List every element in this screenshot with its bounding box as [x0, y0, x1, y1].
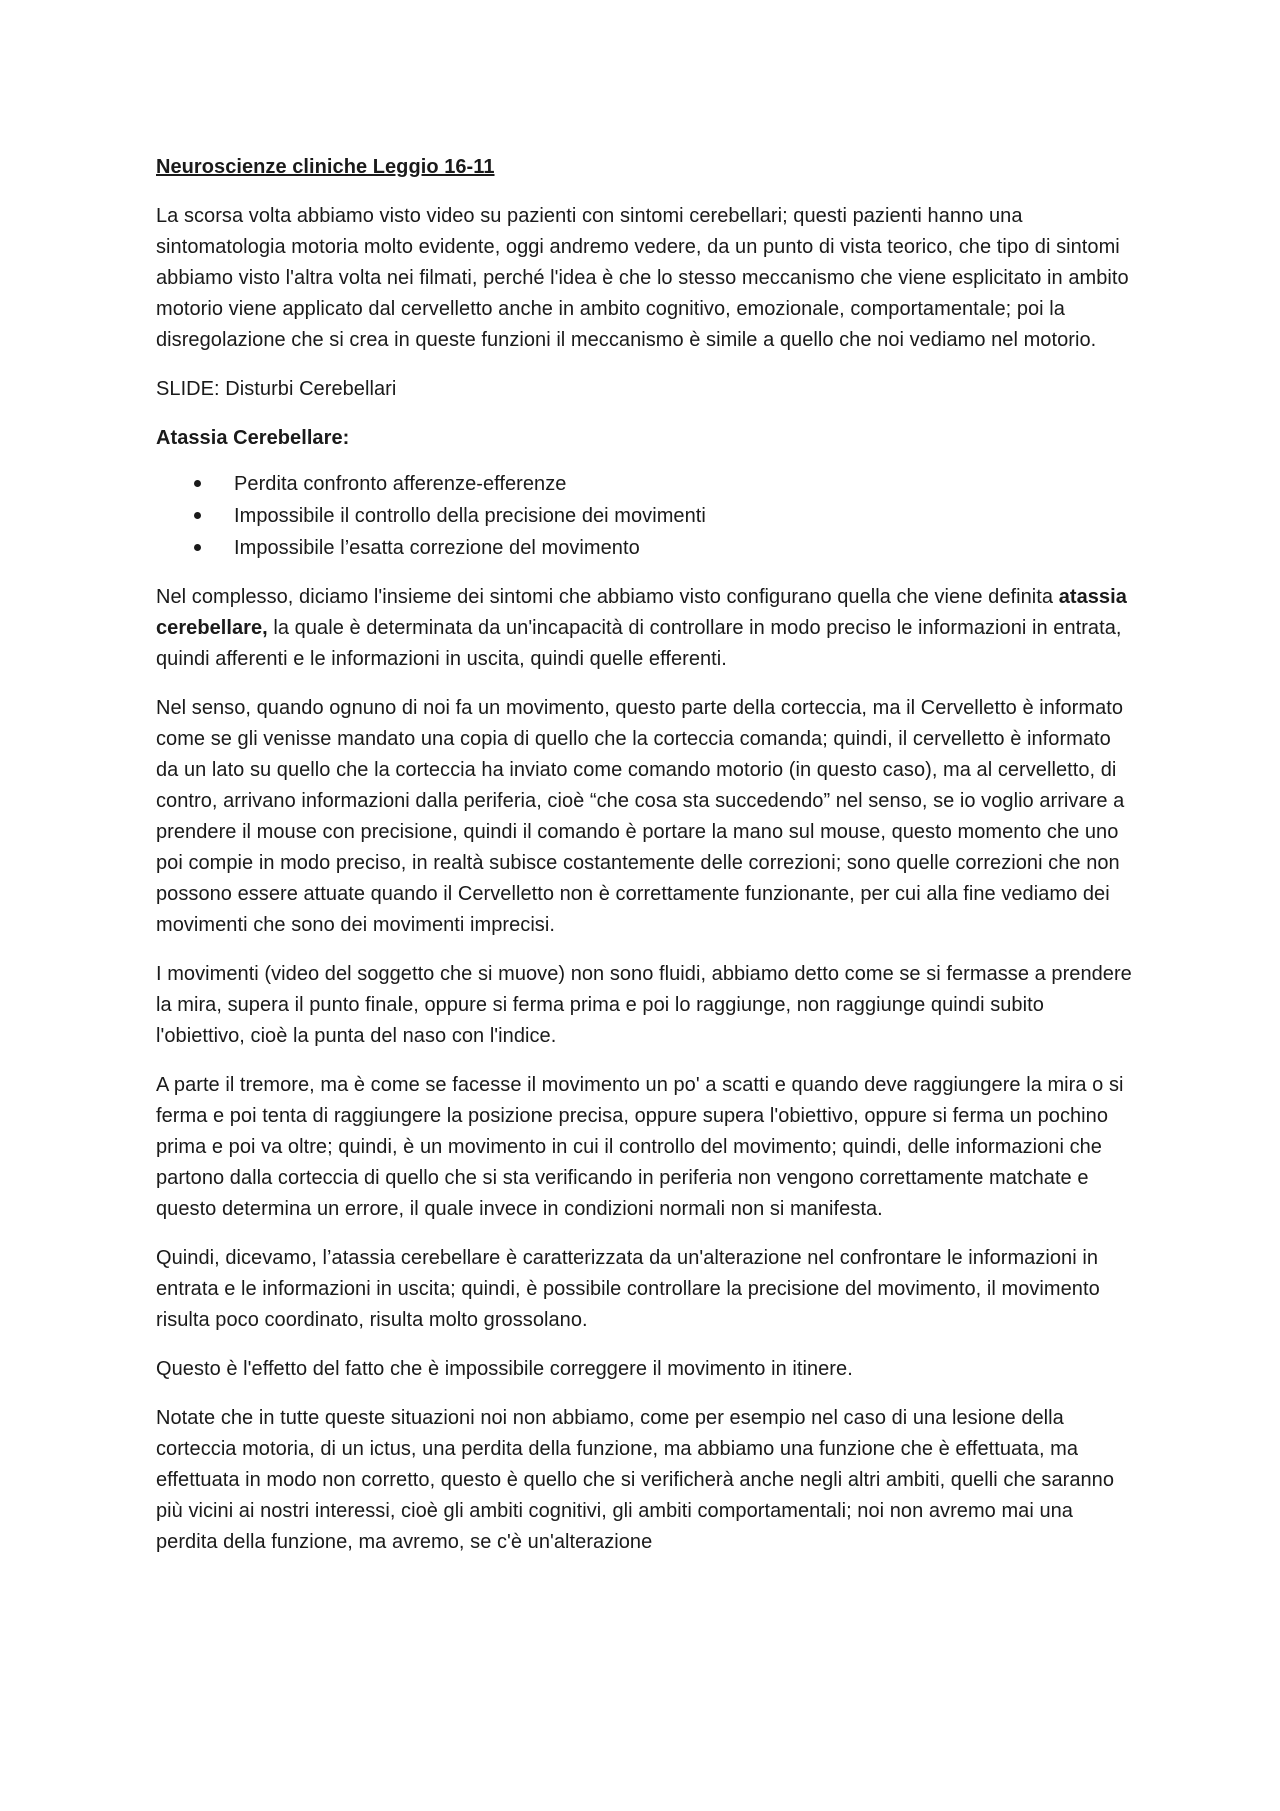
- paragraph-tremor: A parte il tremore, ma è come se facesse il movimento un po' a scatti e quando deve raggiungere la mira o si ferma e poi tenta di raggiungere la posizione precisa, oppure supera l'obiettivo, oppure si ferma un pochino prima e poi va oltre; quindi, è un movimento in cui il controllo del movimento; quindi, delle informazioni che partono dalla corteccia di quello che si sta verificando in periferia non vengono correttamente matchate e questo determina un errore, il quale invece in condizioni normali non si manifesta.: [156, 1074, 1124, 1220]
- paragraph-function: Notate che in tutte queste situazioni noi non abbiamo, come per esempio nel caso di una lesione della corteccia motoria, di un ictus, una perdita della funzione, ma abbiamo una funzione che è effettuata, ma effettuata in modo non corretto, questo è quello che si verificherà anche negli altri ambiti, quelli che saranno più vicini ai nostri interessi, cioè gli ambiti cognitivi, gli ambiti comportamentali; noi non avremo mai una perdita della funzione, ma avremo, se c'è un'alterazione: [156, 1407, 1115, 1553]
- section-heading: Atassia Cerebellare:: [156, 427, 350, 449]
- paragraph-text: la quale è determinata da un'incapacità di controllare in modo preciso le informazioni in entrata, quindi afferenti e le informazioni in uscita, quindi quelle efferenti.: [156, 617, 1122, 670]
- paragraph-text: Nel complesso, diciamo l'insieme dei sintomi che abbiamo visto configurano quella che viene definita: [156, 586, 1059, 608]
- list-item: [234, 500, 1136, 532]
- bullet-icon: [194, 544, 201, 551]
- list-item-text: Perdita confronto afferenze-efferenze: [234, 473, 567, 495]
- bullet-icon: [194, 480, 201, 487]
- bullet-list: [156, 468, 1136, 564]
- document-title: Neuroscienze cliniche Leggio 16-11: [156, 156, 495, 178]
- bold-term: atassia cerebellare,: [156, 586, 1127, 639]
- paragraph-ataxia-summary: Quindi, dicevamo, l’atassia cerebellare è caratterizzata da un'alterazione nel confrontare le informazioni in entrata e le informazioni in uscita; quindi, è possibile controllare la precisione del movimento, il movimento risulta poco coordinato, risulta molto grossolano.: [156, 1247, 1100, 1331]
- paragraph-cerebellum-info: Nel senso, quando ognuno di noi fa un movimento, questo parte della corteccia, ma il Cervelletto è informato come se gli venisse mandato una copia di quello che la corteccia comanda; quindi, il cervelletto è informato da un lato su quello che la corteccia ha inviato come comando motorio (in questo caso), ma al cervelletto, di contro, arrivano informazioni dalla periferia, cioè “che cosa sta succedendo” nel senso, se io voglio arrivare a prendere il mouse con precisione, quindi il comando è portare la mano sul mouse, questo momento che uno poi compie in modo preciso, in realtà subisce costantemente delle correzioni; sono quelle correzioni che non possono essere attuate quando il Cervelletto non è correttamente funzionante, per cui alla fine vediamo dei movimenti che sono dei movimenti imprecisi.: [156, 697, 1125, 936]
- slide-label: SLIDE: Disturbi Cerebellari: [156, 378, 397, 400]
- list-item-text: Impossibile l’esatta correzione del movimento: [234, 537, 640, 559]
- list-item: [234, 532, 1136, 564]
- paragraph-correction: Questo è l'effetto del fatto che è impossibile correggere il movimento in itinere.: [156, 1358, 853, 1380]
- document-page: [156, 152, 1136, 1576]
- bullet-icon: [194, 512, 201, 519]
- paragraph-intro: La scorsa volta abbiamo visto video su pazienti con sintomi cerebellari; questi pazienti hanno una sintomatologia motoria molto evidente, oggi andremo vedere, da un punto di vista teorico, che tipo di sintomi abbiamo visto l'altra volta nei filmati, perché l'idea è che lo stesso meccanismo che viene esplicitato in ambito motorio viene applicato dal cervelletto anche in ambito cognitivo, emozionale, comportamentale; poi la disregolazione che si crea in queste funzioni il meccanismo è simile a quello che noi vediamo nel motorio.: [156, 205, 1129, 351]
- paragraph-ataxia-definition: [156, 582, 1136, 675]
- list-item-text: Impossibile il controllo della precisione dei movimenti: [234, 505, 706, 527]
- paragraph-movements: I movimenti (video del soggetto che si muove) non sono fluidi, abbiamo detto come se si fermasse a prendere la mira, supera il punto finale, oppure si ferma prima e poi lo raggiunge, non raggiunge quindi subito l'obiettivo, cioè la punta del naso con l'indice.: [156, 963, 1132, 1047]
- list-item: [234, 468, 1136, 500]
